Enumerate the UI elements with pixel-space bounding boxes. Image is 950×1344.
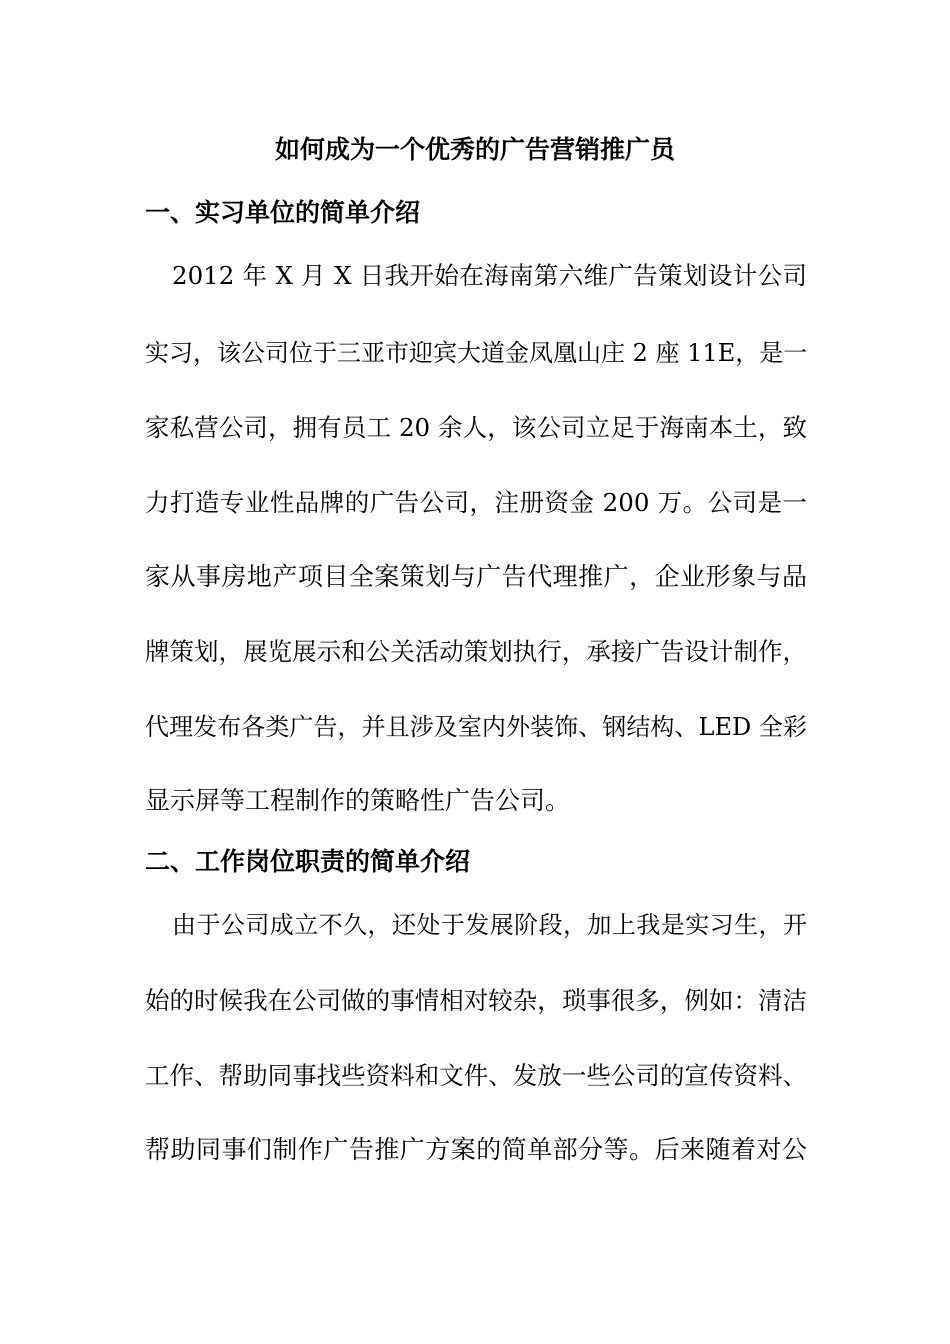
section-1-heading: 一、实习单位的简单介绍 <box>145 198 421 227</box>
document-title: 如何成为一个优秀的广告营销推广员 <box>274 135 675 164</box>
section-1-line: 显示屏等工程制作的策略性广告公司。 <box>145 786 571 815</box>
section-1-line: 实习，该公司位于三亚市迎宾大道金凤凰山庄 2 座 11E，是一 <box>145 339 808 367</box>
section-2-heading: 二、工作岗位职责的简单介绍 <box>145 847 471 876</box>
section-1-line: 2012 年 X 月 X 日我开始在海南第六维广告策划设计公司 <box>172 261 807 290</box>
section-2-line: 始的时候我在公司做的事情相对较杂，琐事很多，例如：清洁 <box>145 986 807 1015</box>
section-1-line: 代理发布各类广告，并且涉及室内外装饰、钢结构、LED 全彩 <box>145 713 807 741</box>
section-2-line: 帮助同事们制作广告推广方案的简单部分等。后来随着对公 <box>145 1135 807 1164</box>
section-1-line: 力打造专业性品牌的广告公司，注册资金 200 万。公司是一 <box>145 488 807 517</box>
section-1-line: 家私营公司，拥有员工 20 余人，该公司立足于海南本土，致 <box>145 413 807 442</box>
section-2-line: 由于公司成立不久，还处于发展阶段，加上我是实习生，开 <box>172 911 807 939</box>
section-1-line: 牌策划，展览展示和公关活动策划执行，承接广告设计制作， <box>145 637 807 666</box>
section-1-line: 家从事房地产项目全案策划与广告代理推广，企业形象与品 <box>145 562 807 591</box>
section-2-line: 工作、帮助同事找些资料和文件、发放一些公司的宣传资料、 <box>145 1061 807 1090</box>
